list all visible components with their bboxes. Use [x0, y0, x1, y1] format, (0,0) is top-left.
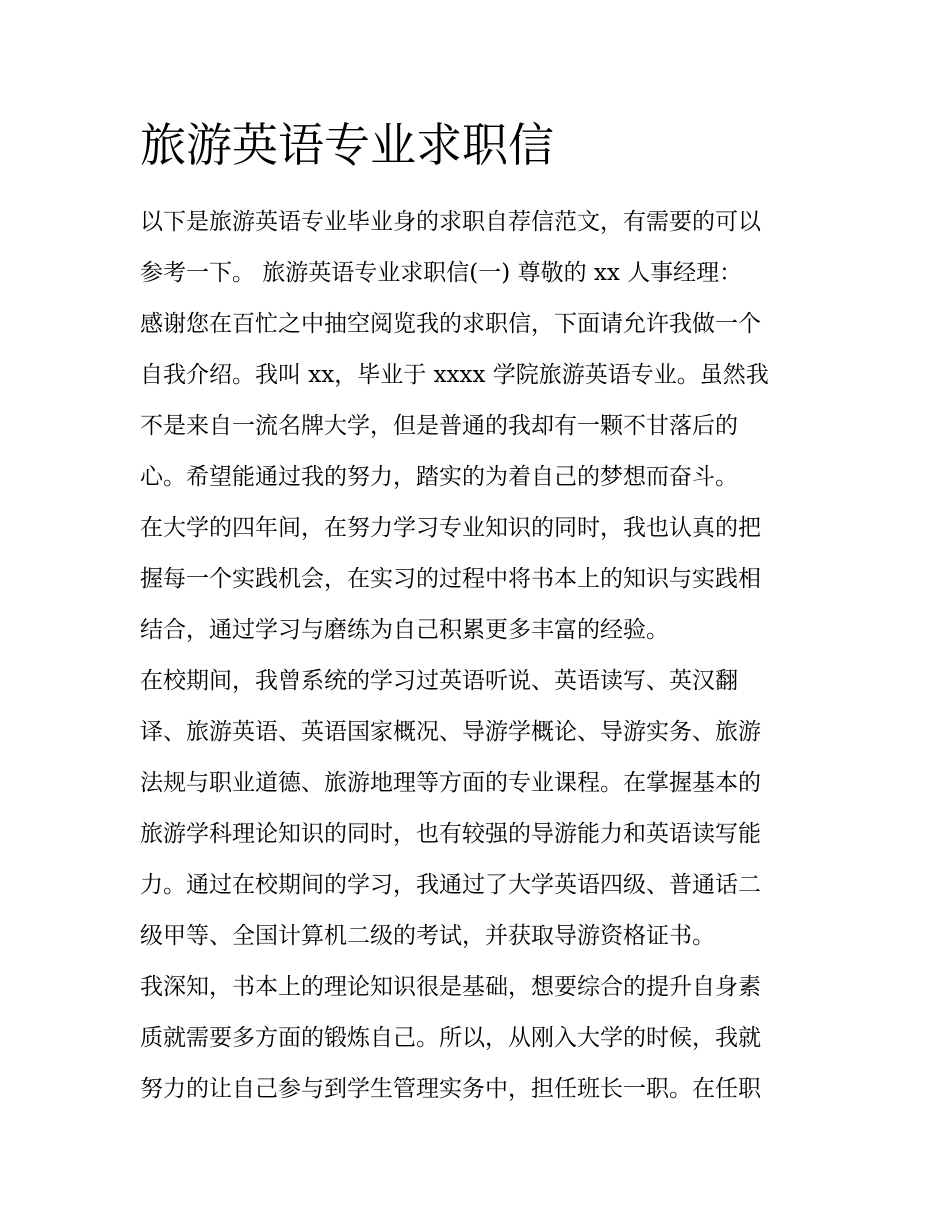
body-text-line: 级甲等、全国计算机二级的考试，并获取导游资格证书。	[140, 923, 715, 949]
body-text-line: 自我介绍。我叫 xx，毕业于 xxxx 学院旅游英语专业。虽然我	[140, 362, 769, 388]
body-text-line: 结合，通过学习与磨练为自己积累更多丰富的经验。	[140, 617, 669, 643]
document-title: 旅游英语专业求职信	[140, 118, 554, 172]
body-text-line: 在校期间，我曾系统的学习过英语听说、英语读写、英汉翻	[140, 668, 738, 694]
body-text-line: 法规与职业道德、旅游地理等方面的专业课程。在掌握基本的	[140, 770, 761, 796]
body-text-line: 努力的让自己参与到学生管理实务中，担任班长一职。在任职	[140, 1076, 761, 1102]
body-text-line: 心。希望能通过我的努力，踏实的为着自己的梦想而奋斗。	[140, 464, 738, 490]
body-text-line: 参考一下。 旅游英语专业求职信(一) 尊敬的 xx 人事经理：	[140, 260, 743, 286]
body-text-line: 力。通过在校期间的学习，我通过了大学英语四级、普通话二	[140, 872, 761, 898]
body-text-line: 握每一个实践机会，在实习的过程中将书本上的知识与实践相	[140, 566, 761, 592]
body-text-line: 在大学的四年间，在努力学习专业知识的同时，我也认真的把	[140, 515, 761, 541]
body-text-line: 以下是旅游英语专业毕业身的求职自荐信范文，有需要的可以	[140, 209, 761, 235]
body-text-line: 译、旅游英语、英语国家概况、导游学概论、导游实务、旅游	[140, 719, 761, 745]
body-text-line: 感谢您在百忙之中抽空阅览我的求职信，下面请允许我做一个	[140, 311, 761, 337]
body-text-line: 旅游学科理论知识的同时，也有较强的导游能力和英语读写能	[140, 821, 761, 847]
body-text-line: 我深知，书本上的理论知识很是基础，想要综合的提升自身素	[140, 974, 761, 1000]
body-text-line: 不是来自一流名牌大学，但是普通的我却有一颗不甘落后的	[140, 413, 738, 439]
body-text-line: 质就需要多方面的锻炼自己。所以，从刚入大学的时候，我就	[140, 1025, 761, 1051]
